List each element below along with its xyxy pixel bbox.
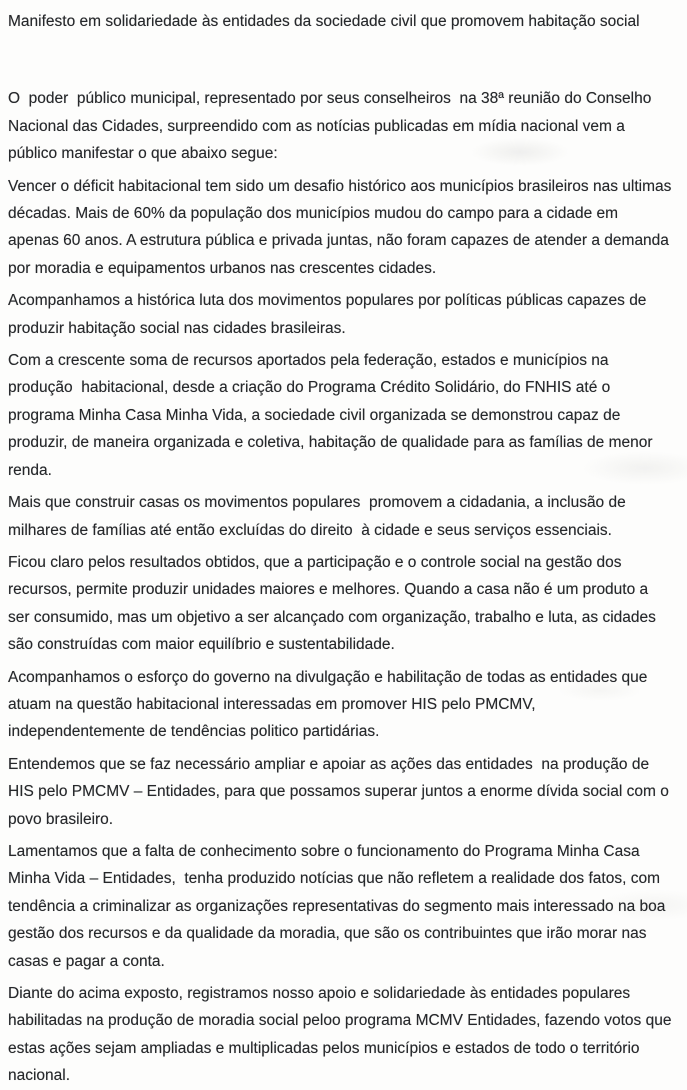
document-body: [8, 85, 676, 1089]
document-title: Manifesto em solidariedade às entidades da sociedade civil que promovem habitação social: [8, 13, 640, 30]
paragraph: Ficou claro pelos resultados obtidos, que a participação e o controle social na gestão dos recursos, permite produzir unidades maiores e melhores. Quando a casa não é um produto a ser consumido, mas um objetivo a ser alcançado com organização, trabalho e luta, as cidades são construídas com maior equilíbrio e sustentabilidade.: [8, 553, 661, 654]
paragraph: Com a crescente soma de recursos aportados pela federação, estados e municípios na produção habitacional, desde a criação do Programa Crédito Solidário, do FNHIS até o programa Minha Casa Minha Vida, a sociedade civil organizada se demonstrou capaz de produzir, de maneira organizada e coletiva, habitação de qualidade para as famílias de menor renda.: [8, 352, 657, 479]
paragraph: Vencer o déficit habitacional tem sido um desafio histórico aos municípios brasileiros nas ultimas décadas. Mais de 60% da população dos municípios mudou do campo para a cidade em apenas 60 anos. A estrutura pública e privada juntas, não foram capazes de atender a demanda por moradia e equipamentos urbanos nas crescentes cidades.: [8, 177, 676, 277]
paragraph: Acompanhamos o esforço do governo na divulgação e habilitação de todas as entidades que atuam na questão habitacional interessadas em promover HIS pelo PMCMV, independentemente de tendências politico partidárias.: [8, 668, 652, 741]
paragraph: Mais que construir casas os movimentos populares promovem a cidadania, a inclusão de milhares de famílias até então excluídas do direito à cidade e seus serviços essenciais.: [8, 494, 631, 539]
paragraph: O poder público municipal, representado por seus conselheiros na 38ª reunião do Conselho Nacional das Cidades, surpreendido com as notícias publicadas em mídia nacional vem a público manifestar o que abaixo segue:: [8, 90, 656, 163]
paragraph: Acompanhamos a histórica luta dos movimentos populares por políticas públicas capazes de produzir habitação social nas cidades brasileiras.: [8, 292, 651, 337]
paragraph: Diante do acima exposto, registramos nosso apoio e solidariedade às entidades populares habilitadas na produção de moradia social peloo programa MCMV Entidades, fazendo votos que estas ações sejam ampliadas e multiplicadas pelos municípios e estados de todo o território nacional.: [8, 985, 676, 1085]
paragraph: Entendemos que se faz necessário ampliar e apoiar as ações das entidades na produção de HIS pelo PMCMV – Entidades, para que possamos superar juntos a enorme dívida social com o povo brasileiro.: [8, 755, 674, 828]
paragraph: Lamentamos que a falta de conhecimento sobre o funcionamento do Programa Minha Casa Minha Vida – Entidades, tenha produzido notícias que não refletem a realidade dos fatos, com tendência a criminalizar as organizações representativas do segmento mais interessado na boa gestão dos recursos e da qualidade da moradia, que são os contribuintes que irão morar nas casas e pagar a conta.: [8, 842, 670, 970]
